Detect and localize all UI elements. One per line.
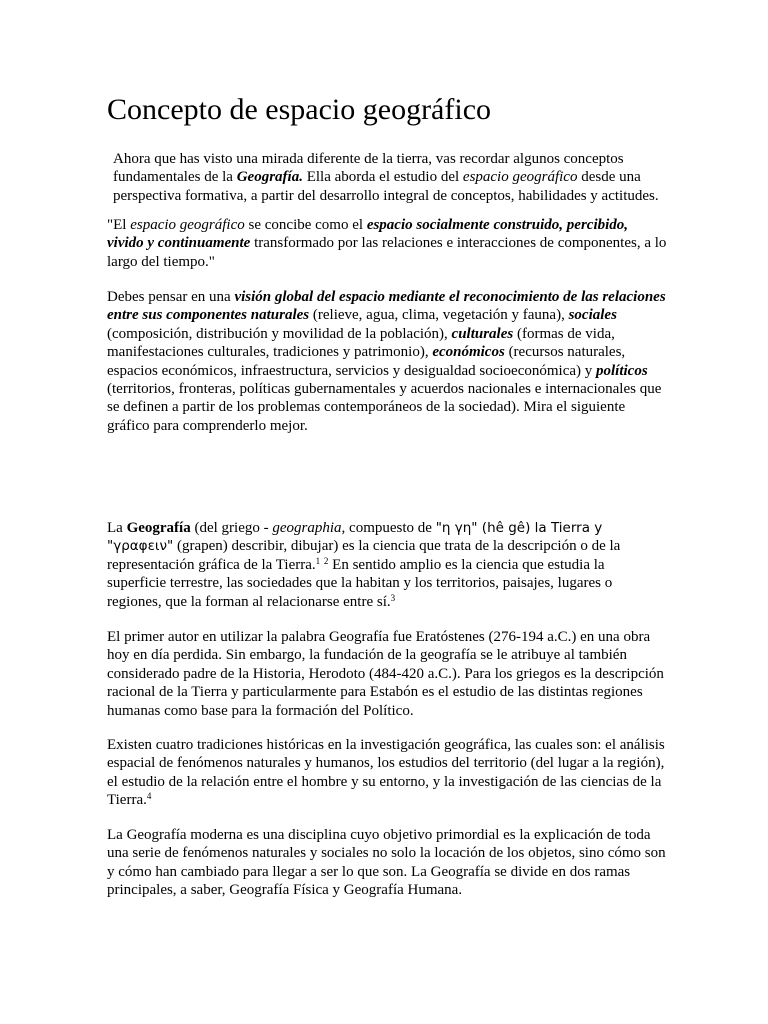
- text: transformado por las relaciones e interacciones de componentes, a lo largo del tiempo.": [107, 235, 667, 270]
- greek-term: "η γη" (hê gê) la Tierra y "γραφειν": [107, 520, 603, 555]
- definition-paragraph: [107, 216, 667, 271]
- text: La Geografía moderna es una disciplina cuyo objetivo primordial es la explicación de toda una serie de fenómenos naturales y sociales no solo la locación de los objetos, sino cómo son y cómo han cambiado para llegar a ser lo que son. La Geografía se divide en dos ramas principales, a saber, Geografía Física y Geografía Humana.: [107, 827, 666, 899]
- bold-italic-term: políticos: [596, 362, 648, 379]
- text: La: [107, 520, 127, 536]
- text: (composición, distribución y movilidad de la población),: [107, 325, 452, 342]
- text: desde una perspectiva formativa, a partir del desarrollo integral de conceptos, habilidades y actitudes.: [113, 169, 659, 204]
- text: se concibe como el: [244, 217, 367, 233]
- traditions-paragraph: [107, 736, 667, 810]
- text: (del griego -: [190, 520, 273, 536]
- footnote-ref[interactable]: 2: [323, 555, 329, 566]
- text: (formas de vida, manifestaciones culturales, tradiciones y patrimonio),: [107, 325, 615, 361]
- bold-italic-term: sociales: [568, 307, 617, 324]
- bold-italic-term: visión global del espacio mediante el reconocimiento de las relaciones entre sus componentes naturales: [107, 289, 666, 324]
- text: El primer autor en utilizar la palabra Geografía fue Eratóstenes (276-194 a.C.) en una obra hoy en día perdida. Sin embargo, la fundación de la geografía se le atribuye al también considerado padre de la Historia, Herodoto (484-420 a.C.). Para los griegos es la descripción racional de la Tierra y particularmente para Estabón es el estudio de las distintas regiones humanas como base para la formación del Político.: [107, 629, 664, 719]
- text: (grapen) describir, dibujar) es la ciencia que trata de la descripción o de la representación gráfica de la Tierra.: [107, 538, 621, 573]
- history-paragraph: [107, 628, 667, 720]
- text: (relieve, agua, clima, vegetación y fauna),: [309, 307, 569, 324]
- intro-paragraph: [107, 150, 673, 205]
- footnote-ref[interactable]: 4: [146, 791, 152, 802]
- italic-term: geographia: [272, 520, 342, 536]
- text: (territorios, fronteras, políticas gubernamentales y acuerdos nacionales e internacionales que se definen a partir de los problemas contemporáneos de la sociedad). Mira el siguiente gráfico para comprenderlo mejor.: [107, 381, 662, 434]
- text: (recursos naturales, espacios económicos, infraestructura, servicios y desigualdad socioeconómica) y: [107, 344, 626, 379]
- bold-term: Geografía: [126, 520, 191, 536]
- text: En sentido amplio es la ciencia que estudia la superficie terrestre, las sociedades que la habitan y los territorios, paisajes, lugares o regiones, que la forman al relacionarse entre sí.: [107, 556, 613, 610]
- text: , compuesto de: [341, 520, 436, 536]
- bold-term: Geografía.: [236, 169, 303, 186]
- text: Existen cuatro tradiciones históricas en la investigación geográfica, las cuales son: el análisis espacial de fenómenos naturales y humanos, los estudios del territorio (del lugar a la región), el estudio de la relación entre el hombre y su entorno, y la investigación de las ciencias de la Tierra.: [107, 737, 665, 809]
- footnote-ref[interactable]: 1: [315, 555, 321, 566]
- modern-geography-paragraph: [107, 826, 667, 900]
- geography-definition-paragraph: [107, 519, 667, 611]
- components-paragraph: [107, 288, 667, 435]
- bold-italic-term: espacio socialmente construido, percibido, vivido y continuamente: [107, 217, 629, 252]
- text: Debes pensar en una: [107, 289, 235, 305]
- bold-italic-term: económicos: [432, 344, 505, 361]
- text: Ella aborda el estudio del: [302, 169, 463, 186]
- bold-italic-term: culturales: [451, 325, 514, 342]
- italic-term: espacio geográfico: [130, 217, 245, 233]
- text: "El: [107, 217, 131, 233]
- page-title: Concepto de espacio geográfico: [107, 93, 492, 126]
- italic-term: espacio geográfico: [462, 169, 578, 186]
- text: Ahora que has visto una mirada diferente de la tierra, vas recordar algunos conceptos fundamentales de la: [113, 151, 624, 186]
- footnote-ref[interactable]: 3: [390, 592, 396, 603]
